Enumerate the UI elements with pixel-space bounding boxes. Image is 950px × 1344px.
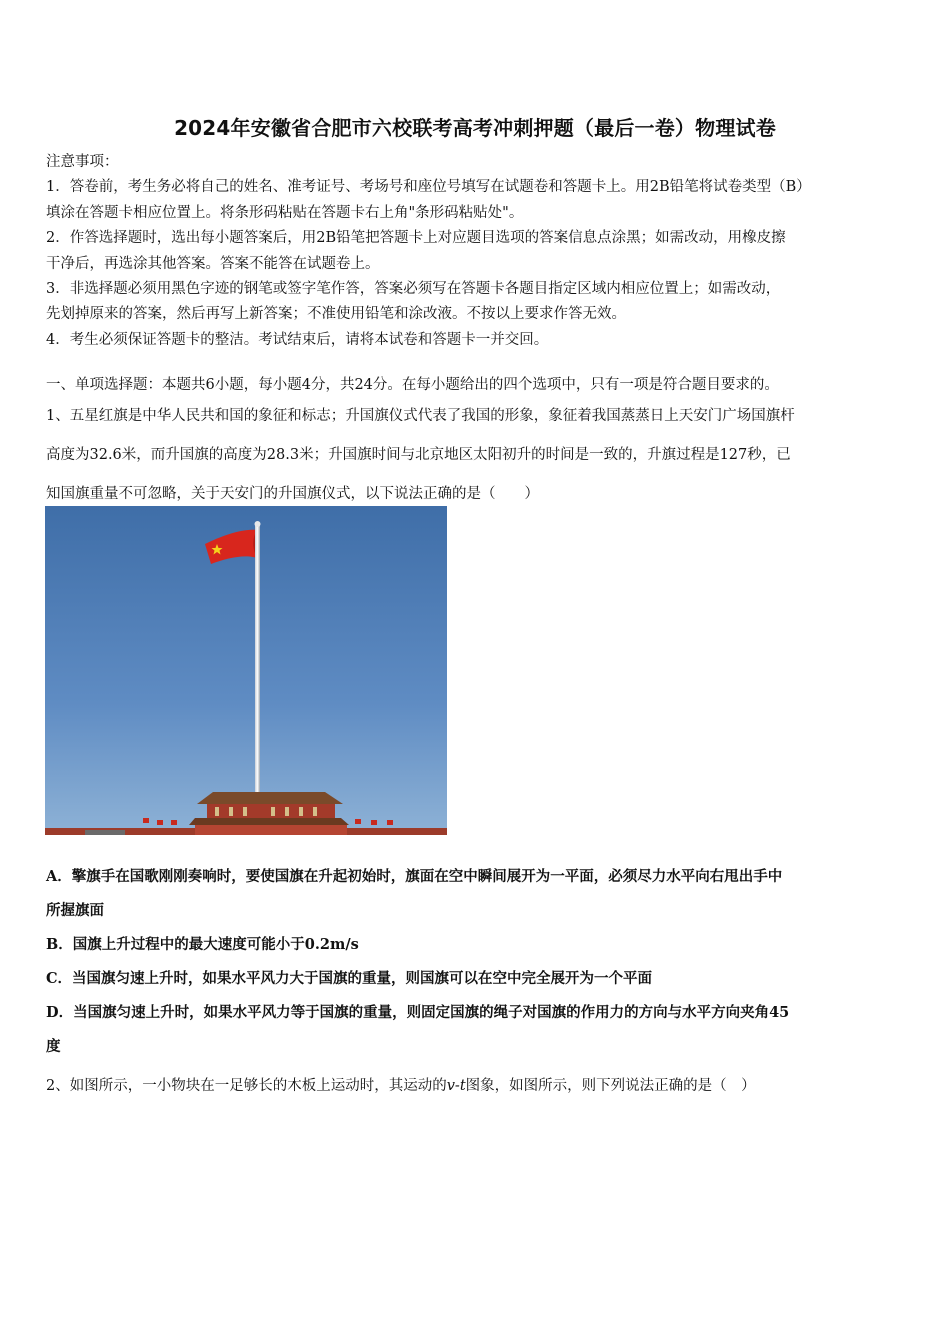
question-1-stem (46, 397, 908, 514)
flag-raising-photo (45, 506, 447, 835)
option-a-line: 所握旗面 (46, 902, 104, 919)
option-b: B．国旗上升过程中的最大速度可能小于0.2m/s (46, 936, 359, 953)
notice-line: 先划掉原来的答案，然后再写上新答案；不准使用铅笔和涂改液。不按以上要求作答无效。 (46, 306, 626, 323)
question-1-options (46, 860, 908, 1064)
option-a-line: A．擎旗手在国歌刚刚奏响时，要使国旗在升起初始时，旗面在空中瞬间展开为一平面，必须尽力水平向右甩出手中 (46, 868, 783, 885)
notice-line: 3．非选择题必须用黑色字迹的钢笔或签字笔作答，答案必须写在答题卡各题目指定区域内相应位置上；如需改动， (46, 281, 781, 298)
question-2-stem (46, 1073, 908, 1099)
question-2-text: 2、如图所示，一小物块在一足够长的木板上运动时，其运动的 (46, 1078, 447, 1094)
question-2-text: 图象，如图所示，则下列说法正确的是（ ） (465, 1078, 756, 1094)
notice-heading: 注意事项： (46, 154, 119, 170)
question-line: 知国旗重量不可忽略，关于天安门的升国旗仪式，以下说法正确的是（ ） (46, 486, 539, 502)
section-heading: 一、单项选择题：本题共6小题，每小题4分，共24分。在每小题给出的四个选项中，只有一项是符合题目要求的。 (46, 377, 779, 393)
notice-line: 填涂在答题卡相应位置上。将条形码粘贴在答题卡右上角"条形码粘贴处"。 (46, 204, 524, 221)
option-d-line: 度 (46, 1038, 61, 1055)
option-d-line: D．当国旗匀速上升时，如果水平风力等于国旗的重量，则固定国旗的绳子对国旗的作用力的方向与水平方向夹角45 (46, 1004, 790, 1021)
question-line: 1、五星红旗是中华人民共和国的象征和标志；升国旗仪式代表了我国的形象，象征着我国蒸蒸日上天安门广场国旗杆 (46, 408, 795, 424)
notice-line: 2．作答选择题时，选出每小题答案后，用2B铅笔把答题卡上对应题目选项的答案信息点涂黑；如需改动，用橡皮擦 (46, 230, 786, 247)
notice-line: 干净后，再选涂其他答案。答案不能答在试题卷上。 (46, 255, 380, 272)
option-c: C．当国旗匀速上升时，如果水平风力大于国旗的重量，则国旗可以在空中完全展开为一个平面 (46, 970, 653, 987)
notice-line: 4．考生必须保证答题卡的整洁。考试结束后，请将本试卷和答题卡一并交回。 (46, 331, 549, 348)
question-line: 高度为32.6米，而升国旗的高度为28.3米；升国旗时间与北京地区太阳初升的时间是一致的，升旗过程是127秒，已 (46, 447, 791, 463)
notice-line: 1．答卷前，考生务必将自己的姓名、准考证号、考场号和座位号填写在试题卷和答题卡上。用2B铅笔将试卷类型（B） (46, 179, 811, 196)
page-title: 2024年安徽省合肥市六校联考高考冲刺押题（最后一卷）物理试卷 (174, 116, 776, 140)
vt-variable: v-t (446, 1078, 466, 1094)
notice-section (46, 150, 908, 353)
